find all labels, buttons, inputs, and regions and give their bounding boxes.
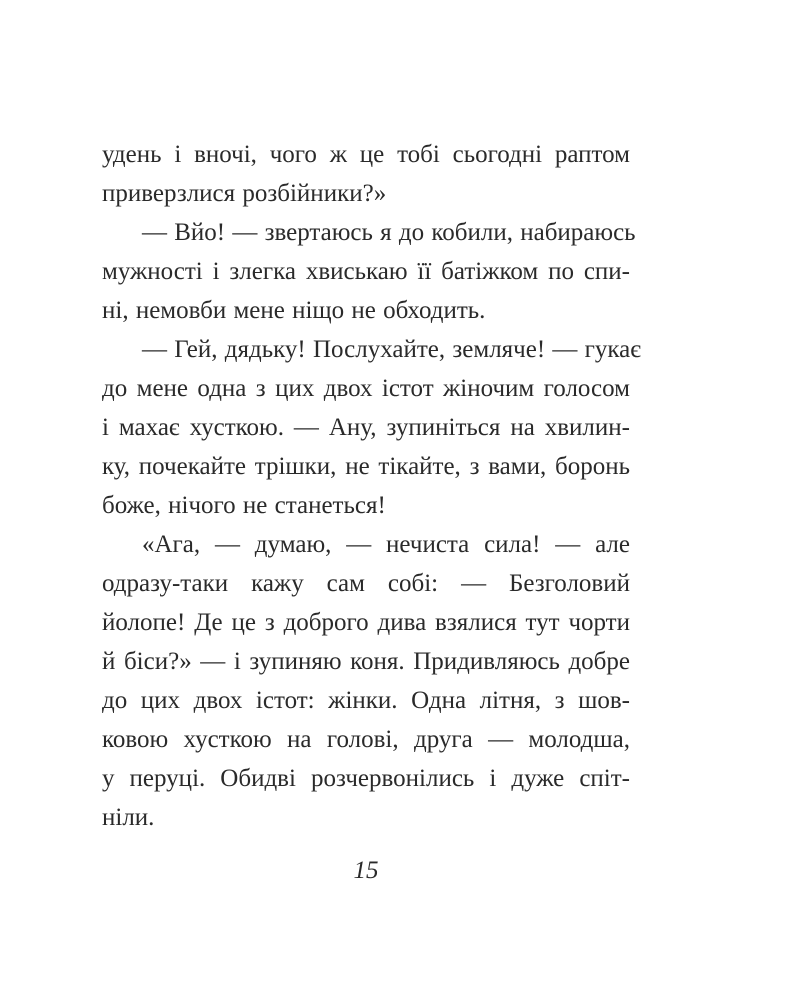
text-line: ковою хусткою на голові, друга — молодша, [102, 726, 630, 753]
text-line: мужності і злегка хвиськаю її батіжком по спи- [102, 258, 630, 285]
text-line: приверзлися розбійники?» [102, 180, 387, 207]
text-line: й біси?» — і зупиняю коня. Придивляюсь добре [102, 648, 630, 675]
page-number-label: 15 [353, 857, 379, 884]
text-line: — Вйо! — звертаюсь я до кобили, набираюсь [142, 219, 636, 246]
text-line: ні, немовби мене ніщо не обходить. [102, 297, 486, 324]
page-number [0, 853, 788, 889]
body-text [102, 135, 642, 837]
text-line: боже, нічого не станеться! [102, 492, 386, 519]
text-line: до цих двох істот: жінки. Одна літня, з шов- [102, 687, 630, 714]
text-line: йолопе! Де це з доброго дива взялися тут чорти [102, 609, 630, 636]
text-line: одразу-таки кажу сам собі: — Безголовий [102, 570, 630, 597]
text-line: удень і вночі, чого ж це тобі сьогодні раптом [102, 141, 630, 168]
text-line: у перуці. Обидві розчервонілись і дуже спіт- [102, 765, 630, 792]
text-line: — Гей, дядьку! Послухайте, земляче! — гукає [142, 336, 642, 363]
text-line: «Ага, — думаю, — нечиста сила! — але [142, 531, 630, 558]
text-line: і махає хусткою. — Ану, зупиніться на хвилин- [102, 414, 630, 441]
text-line: ніли. [102, 804, 155, 831]
text-line: до мене одна з цих двох істот жіночим голосом [102, 375, 630, 402]
text-line: ку, почекайте трішки, не тікайте, з вами, боронь [102, 453, 630, 480]
